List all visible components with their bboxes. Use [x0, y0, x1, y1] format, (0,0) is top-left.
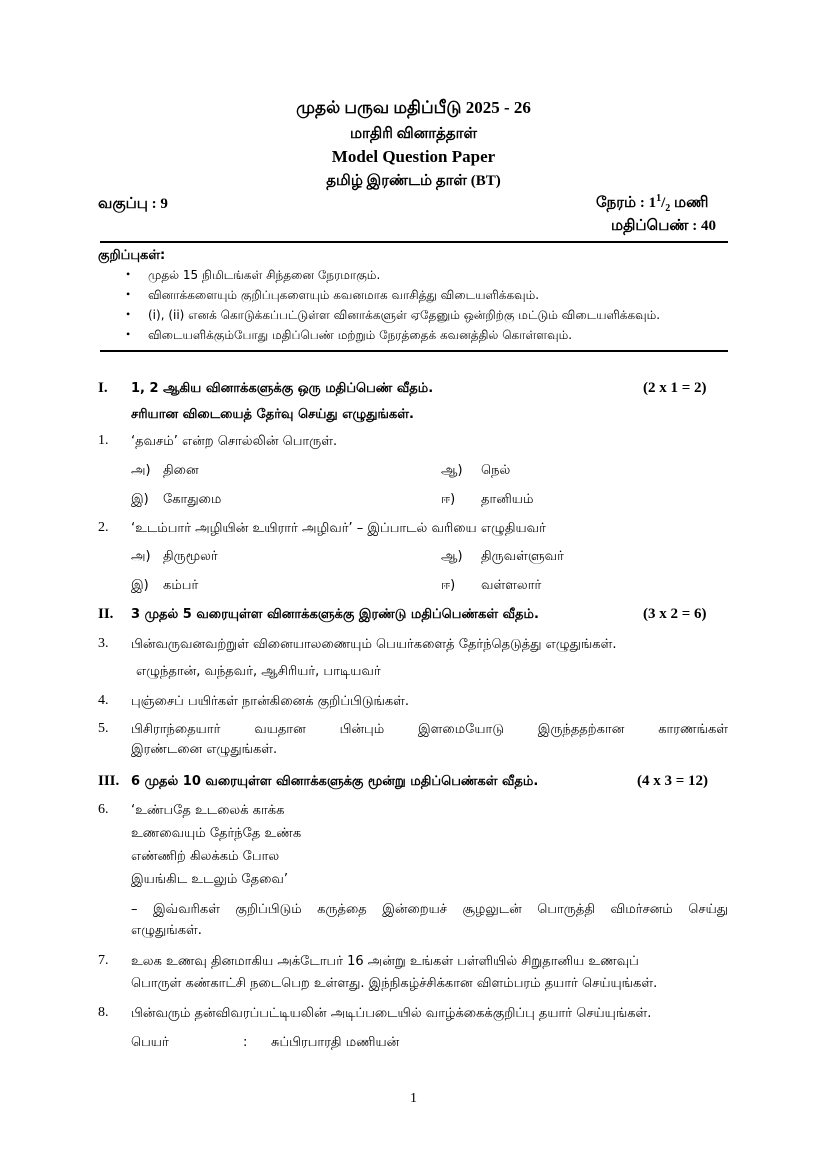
question-7-line-2: பொருள் கண்காட்சி நடைபெற உள்ளது. இந்நிகழ்ச்சிக்கான விளம்பரம் தயார் செய்யுங்கள்.: [131, 976, 658, 991]
section-2-marks: (3 x 2 = 6): [643, 606, 707, 622]
section-3-title: 6 முதல் 10 வரையுள்ள வினாக்களுக்கு மூன்று மதிப்பெண்கள் வீதம்.: [131, 774, 539, 789]
option-label: இ): [131, 578, 149, 593]
time-value: $1^1/_2$: [648, 193, 671, 214]
option-label: இ): [131, 492, 149, 507]
option-text: நெல்: [481, 463, 511, 478]
option-text: தானியம்: [481, 492, 534, 507]
instruction-item: விடையளிக்கும்போது மதிப்பெண் மற்றும் நேரத்தைக் கவனத்தில் கொள்ளவும்.: [148, 328, 573, 342]
section-2-title: 3 முதல் 5 வரையுள்ள வினாக்களுக்கு இரண்டு மதிப்பெண்கள் வீதம்.: [131, 607, 539, 622]
section-1-title: 1, 2 ஆகிய வினாக்களுக்கு ஒரு மதிப்பெண் வீதம்.: [131, 381, 434, 396]
field-label-name: பெயர்: [131, 1035, 169, 1050]
option-text: கம்பர்: [163, 578, 199, 593]
section-3-roman: III.: [98, 773, 120, 789]
poem-line: ‘உண்பதே உடலைக் காக்க: [131, 803, 285, 818]
question-1-text: ‘தவசம்’ என்ற சொல்லின் பொருள்.: [131, 434, 338, 449]
poem-line: எண்ணிற் கிலக்கம் போல: [131, 849, 280, 864]
question-number: 8.: [98, 1005, 109, 1020]
question-4-text: புஞ்சைப் பயிர்கள் நான்கினைக் குறிப்பிடுங்கள்.: [131, 694, 410, 709]
option-text: திருவள்ளுவர்: [481, 549, 564, 564]
question-7-line-1: உலக உணவு தினமாகிய அக்டோபர் 16 அன்று உங்கள் பள்ளியில் சிறுதானிய உணவுப்: [131, 954, 639, 969]
poem-line: உணவையும் தேர்ந்தே உண்க: [131, 826, 302, 841]
option-label: ஆ): [441, 463, 463, 478]
question-6-line-1: – இவ்வரிகள் குறிப்பிடும் கருத்தை இன்றையச் சூழலுடன் பொருத்தி விமர்சனம் செய்து: [131, 902, 728, 917]
time-label: நேரம் : $1^1/_2$ மணி: [596, 193, 709, 214]
field-separator: :: [243, 1035, 248, 1050]
section-1-marks: (2 x 1 = 2): [643, 380, 707, 396]
paper-title-english: Model Question Paper: [331, 147, 496, 166]
bullet-icon: •: [126, 267, 131, 281]
field-value-name: சுப்பிரபாரதி மணியன்: [271, 1035, 400, 1050]
question-8-text: பின்வரும் தன்விவரப்பட்டியலின் அடிப்படையில் வாழ்க்கைக்குறிப்பு தயார் செய்யுங்கள்.: [131, 1006, 652, 1021]
section-1-roman: I.: [98, 380, 108, 396]
question-number: 3.: [98, 636, 109, 651]
bullet-icon: •: [126, 287, 131, 301]
question-number: 7.: [98, 953, 109, 968]
page-number: 1: [410, 1091, 417, 1106]
divider: [100, 350, 728, 352]
instructions-heading: குறிப்புகள்:: [98, 248, 166, 263]
divider: [100, 241, 728, 243]
option-label: ஈ): [441, 492, 456, 507]
instruction-item: முதல் 15 நிமிடங்கள் சிந்தனை நேரமாகும்.: [148, 268, 381, 282]
class-label: வகுப்பு : 9: [98, 196, 168, 212]
option-text: திருமூலர்: [163, 549, 218, 564]
option-label: ஈ): [441, 578, 456, 593]
subject-title: தமிழ் இரண்டம் தாள் (BT): [326, 173, 501, 189]
question-5-line-2: இரண்டனை எழுதுங்கள்.: [131, 742, 278, 757]
question-6-line-2: எழுதுங்கள்.: [131, 923, 202, 938]
question-number: 6.: [98, 802, 109, 817]
exam-title: முதல் பருவ மதிப்பீடு 2025 - 26: [296, 98, 531, 117]
instruction-item: வினாக்களையும் குறிப்புகளையும் கவனமாக வாசித்து விடையளிக்கவும்.: [148, 288, 540, 302]
question-number: 1.: [98, 433, 109, 448]
section-1-subtitle: சரியான விடையைத் தேர்வு செய்து எழுதுங்கள்.: [131, 407, 414, 422]
option-label: அ): [131, 549, 151, 564]
total-marks: மதிப்பெண் : 40: [611, 218, 716, 234]
section-3-marks: (4 x 3 = 12): [637, 773, 709, 789]
bullet-icon: •: [126, 307, 131, 321]
option-text: கோதுமை: [163, 492, 222, 507]
instruction-item: (i), (ii) எனக் கொடுக்கப்பட்டுள்ள வினாக்களுள் ஏதேனும் ஒன்றிற்கு மட்டும் விடையளிக்கவும்.: [148, 308, 661, 322]
option-text: வள்ளலார்: [481, 578, 542, 593]
poem-line: இயங்கிட உடலும் தேவை’: [131, 872, 289, 887]
option-label: ஆ): [441, 549, 463, 564]
question-3-text: பின்வருவனவற்றுள் வினையாலணையும் பெயர்களைத் தேர்ந்தெடுத்து எழுதுங்கள்.: [131, 637, 617, 652]
question-5-line-1: பிசிராந்தையார் வயதான பின்பும் இளமையோடு இருந்ததற்கான காரணங்கள்: [131, 722, 728, 737]
paper-title-tamil: மாதிரி வினாத்தாள்: [349, 126, 478, 142]
section-2-roman: II.: [98, 606, 114, 622]
option-text: தினை: [163, 463, 199, 478]
question-number: 4.: [98, 693, 109, 708]
question-2-text: ‘உடம்பார் அழியின் உயிரார் அழிவர்’ – இப்பாடல் வரியை எழுதியவர்: [131, 521, 546, 536]
question-number: 5.: [98, 721, 109, 736]
bullet-icon: •: [126, 327, 131, 341]
question-3-words: எழுந்தான், வந்தவர், ஆசிரியர், பாடியவர்: [136, 664, 381, 679]
option-label: அ): [131, 463, 151, 478]
question-number: 2.: [98, 520, 109, 535]
